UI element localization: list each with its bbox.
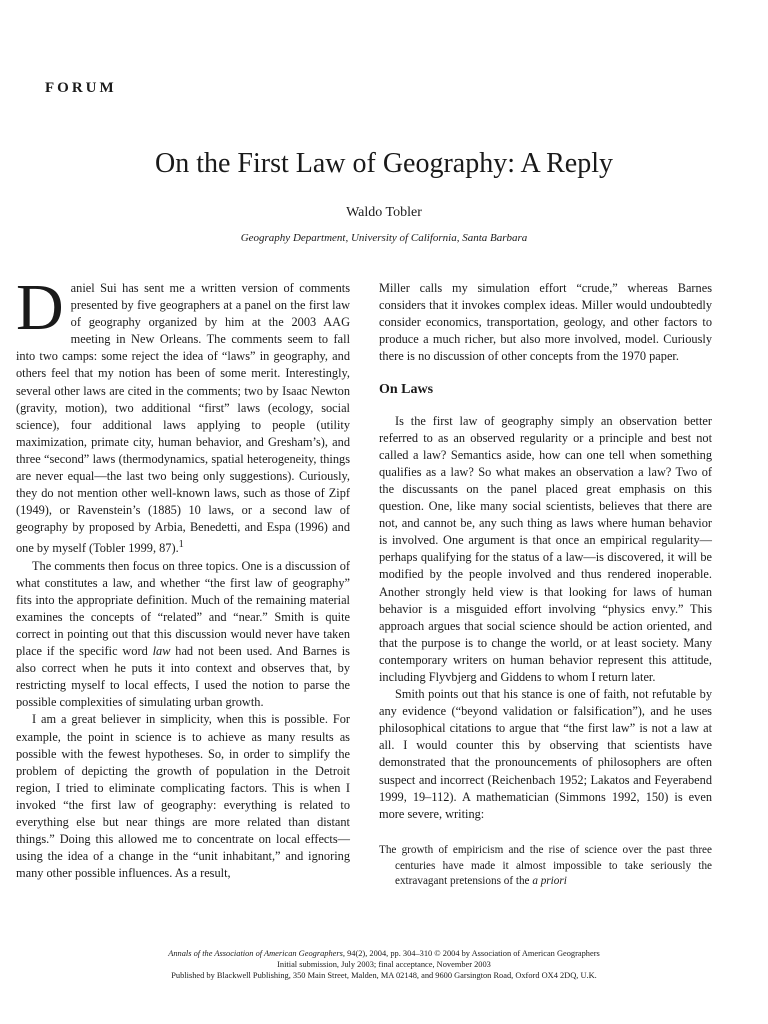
paragraph-3: I am a great believer in simplicity, when this is possible. For example, the point in science is to achieve as many results as possible with the fewest hypotheses. So, in order to simplify the problem of depicting the growth of population in the Detroit region, I tried to eliminate complicating factors. This is when I invoked “the first law of geography: everything is related to everything else but near things are more related than distant things.” Doing this allowed me to concentrate on local effects—using the idea of a change in the “unit inhabitant,” and ignoring many other possible influences. As a result, [16,712,350,881]
paragraph-2-text-a: The comments then focus on three topics. One is a discussion of what constitutes a law, and whether “the first law of geography” fits into the appropriate definition. Much of the remaining material examines the concepts of “related” and “near.” Smith is quite correct in pointing out that this discussion would never have taken place if the specific word [16,558,350,659]
block-quote-italic: a priori [532,875,567,888]
paragraph-5: Is the first law of geography simply an observation better referred to as an observed regularity or a principle and best not called a law? Semantics aside, how can one tell when something qualifies as a law? So what makes an observation a law? Two of the discussants on the panel placed great emphasis on this question. One, like many social scientists, believes that there are not, and cannot be, any such thing as laws where human behavior is involved. One argument is that once an empirical regularity—perhaps qualifying for the status of a law—is discovered, it will be modified by the people involved and thus rendered inoperable. Another strongly held view is that looking for laws of human behavior is a misguided effort involving “physics envy.” This approach argues that social science should be action oriented, and that the purpose is to change the world, or at least society. Many contemporary writers on human behavior represent this attitude, including Flyvbjerg and Giddens to whom I return later. [379,413,712,684]
drop-cap: D [16,271,64,344]
paragraph-2-italic-law: law [152,644,171,659]
paragraph-1 [16,271,350,558]
paragraph-2-text-b: had not been used. And Barnes is also correct when he puts it into context and observes that, by restricting myself to local effects, I used the notion to parse the possible complexities of simulating urban growth. [16,644,350,710]
section-label: FORUM [45,80,117,96]
footnote-marker: 1 [178,539,184,551]
block-quote [379,843,712,890]
footer-submission-dates: Initial submission, July 2003; final acceptance, November 2003 [277,960,491,969]
paragraph-2 [16,558,350,712]
page-title: On the First Law of Geography: A Reply [154,148,614,179]
section-heading-on-laws: On Laws [379,382,434,398]
block-quote-text: The growth of empiricism and the rise of science over the past three centuries have made it almost impossible to take seriously the extravagant pretensions of the [379,843,712,888]
footer-citation-rest: 94(2), 2004, pp. 304–310 © 2004 by Association of American Geographers [344,949,600,958]
author-affiliation: Geography Department, University of California, Santa Barbara [240,232,528,244]
footer-journal-name: Annals of the Association of American Geographers, [168,949,345,958]
footer-citation [0,948,768,959]
footer-publisher: Published by Blackwell Publishing, 350 Main Street, Malden, MA 02148, and 9600 Garsington Road, Oxford OX4 2DQ, U.K. [171,971,597,980]
author-name: Waldo Tobler [346,205,422,220]
page-footer [0,948,768,981]
left-column [16,271,350,882]
paragraph-4: Miller calls my simulation effort “crude,” whereas Barnes considers that it invokes complex ideas. Miller would undoubtedly consider economics, transportation, geology, and other factors to produce a much richer, but also more involved, model. Curiously there is no discussion of other concepts from the 1970 paper. [379,281,712,364]
paragraph-1-text: aniel Sui has sent me a written version of comments presented by five geographers at a panel on the first law of geography organized by him at the 2003 AAG meeting in New Orleans. The comments seem to fall into two camps: some reject the idea of “laws” in geography, and others feel that my notion has been of some merit. Interestingly, several other laws are cited in the comments; two by Isaac Newton (gravity, motion), two additional “first” laws (ecology, social science), four additional laws applying to people (utility maximization, primate city, human behavior, and Gresham’s), and three “second” laws (thermodynamics, spatial heterogeneity, things are never equal—the last two being only suggestions). Curiously, they do not mention other well-known laws, such as those of Zipf (1949), or Ravenstein’s (1885) 10 laws, or a second law of geography by proposed by Arbia, Benedetti, and Espa (1996) and one by myself (Tobler 1999, 87). [16,281,350,556]
right-column [379,280,712,890]
paragraph-6: Smith points out that his stance is one of faith, not refutable by any evidence (“beyond validation or falsification”), and he uses philosophical citations to argue that “the first law” is not a law at all. I would counter this by observing that scientists have demonstrated that the pronouncements of philosophers are often suspect and incorrect (Reichenbach 1952; Lakatos and Feyerabend 1999, 19–112). A mathematician (Simmons 1992, 150) is even more severe, writing: [379,687,712,821]
